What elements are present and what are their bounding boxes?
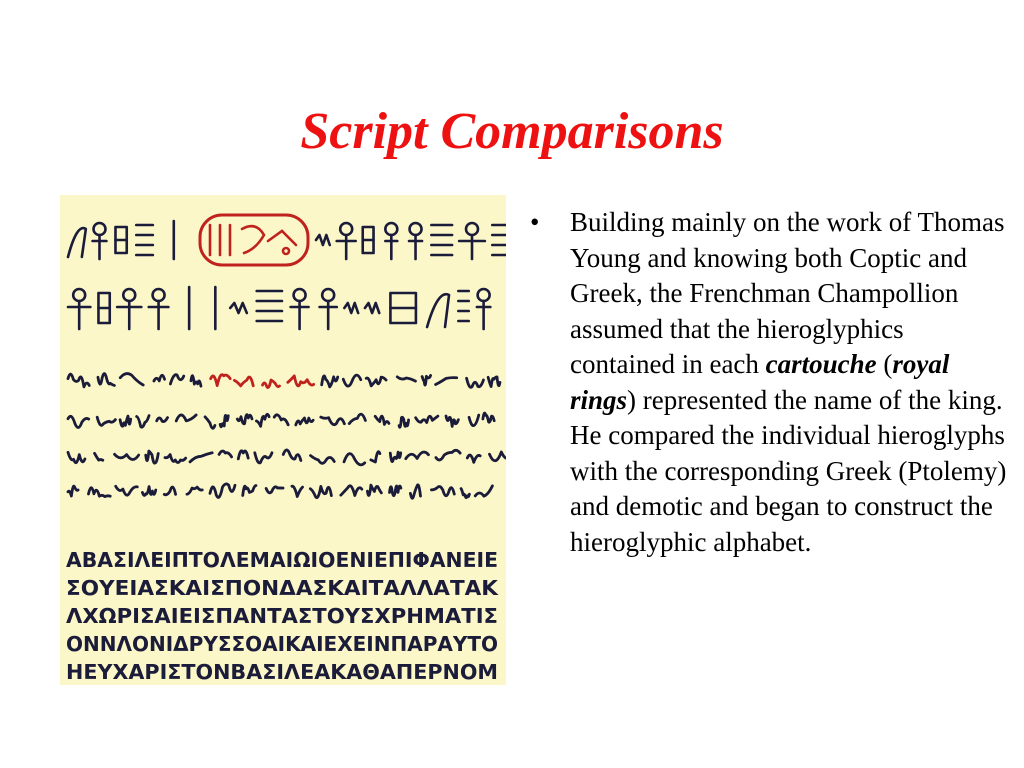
demotic-sign xyxy=(266,487,283,493)
greek-script-band xyxy=(66,548,500,684)
bullet-item xyxy=(530,205,1008,560)
demotic-sign xyxy=(461,489,469,498)
demotic-sign xyxy=(176,415,196,421)
demotic-sign xyxy=(170,375,183,384)
hieroglyph xyxy=(93,223,107,259)
demotic-sign xyxy=(422,375,430,385)
demotic-sign xyxy=(488,377,500,387)
hieroglyph xyxy=(431,225,452,255)
demotic-sign xyxy=(292,486,303,496)
demotic-sign xyxy=(95,453,103,460)
demotic-sign xyxy=(187,487,202,494)
demotic-sign xyxy=(321,417,345,425)
demotic-sign xyxy=(157,418,168,422)
demotic-sign xyxy=(349,414,365,423)
demotic-sign xyxy=(154,375,165,381)
rosetta-stone-script-image xyxy=(60,195,506,685)
demotic-sign xyxy=(375,416,389,424)
hieroglyph xyxy=(492,225,506,255)
hieroglyph xyxy=(365,303,379,313)
hieroglyph xyxy=(458,291,468,321)
hieroglyph xyxy=(409,223,422,259)
hieroglyph xyxy=(427,294,449,327)
greek-line: ΗΕΥΧΑΡΙΣΤΟΝΒΑΣΙΛΕΑΚΑΘΑΠΕΡΝΟΜ xyxy=(66,660,498,684)
script-comparison-figure xyxy=(60,195,506,685)
hieroglyph xyxy=(363,227,374,253)
emphasis-royal-rings: royal rings xyxy=(570,349,950,415)
demotic-sign xyxy=(343,375,360,386)
bullet-text-part-2: ( xyxy=(876,349,893,379)
demotic-sign xyxy=(238,451,248,459)
hieroglyph xyxy=(477,289,490,329)
hieroglyph xyxy=(98,293,109,323)
demotic-sign xyxy=(436,378,457,385)
demotic-sign xyxy=(389,486,400,496)
demotic-sign xyxy=(165,455,186,463)
demotic-sign xyxy=(68,452,85,462)
hieroglyph xyxy=(291,289,309,329)
greek-line: ΑΒΑΣΙΛΕΙΠΤΟΛΕΜΑΙΩΙΟΕΝΙΕΠΙΦΑΝΕΙΕ xyxy=(66,548,499,572)
demotic-script-band xyxy=(68,374,506,499)
demotic-sign xyxy=(410,485,420,498)
demotic-sign xyxy=(371,452,380,462)
demotic-sign xyxy=(431,487,454,496)
emphasis-cartouche: cartouche xyxy=(765,349,877,379)
bullet-text-part-3: ) represented the name of the king. He compared the individual hieroglyphs with the corresponding Greek (Ptolemy) and demotic and began to construct the hieroglyphic alphabet. xyxy=(570,384,1007,557)
bullet-marker: • xyxy=(530,207,540,237)
demotic-sign xyxy=(234,377,253,386)
greek-line: ΣΟΥΕΙΑΣΚΑΙΣΠΟΝΔΑΣΚΑΙΤΑΛΛΑΤΑΚ xyxy=(66,576,500,600)
bullet-text-part-1: Building mainly on the work of Thomas Young and knowing both Coptic and Greek, the Frenchman Champollion assumed that the hieroglyphics contained in each xyxy=(570,207,1005,379)
demotic-sign xyxy=(115,454,139,459)
demotic-sign xyxy=(406,452,429,459)
demotic-sign xyxy=(446,416,458,426)
demotic-sign xyxy=(322,376,338,387)
cartouche-icon xyxy=(200,215,308,265)
hieroglyph xyxy=(459,223,485,259)
demotic-sign xyxy=(366,377,386,386)
hieroglyph xyxy=(149,289,169,329)
demotic-sign xyxy=(367,485,381,495)
demotic-sign xyxy=(390,452,400,461)
hieroglyph xyxy=(337,223,356,259)
slide-title: Script Comparisons xyxy=(300,103,724,160)
demotic-sign xyxy=(489,452,506,461)
demotic-sign xyxy=(142,487,155,496)
demotic-sign xyxy=(146,451,158,463)
hieroglyph xyxy=(115,227,126,253)
hieroglyph xyxy=(68,228,86,257)
demotic-sign xyxy=(263,380,280,388)
demotic-sign xyxy=(283,450,301,460)
demotic-sign xyxy=(120,416,131,426)
demotic-sign xyxy=(68,486,78,496)
demotic-sign xyxy=(483,413,494,422)
demotic-sign xyxy=(475,486,492,496)
demotic-sign xyxy=(68,416,89,427)
demotic-sign xyxy=(256,414,269,426)
hieroglyph xyxy=(68,289,90,329)
hieroglyph xyxy=(230,303,247,313)
demotic-sign xyxy=(399,417,409,427)
demotic-sign xyxy=(310,486,331,497)
demotic-sign xyxy=(116,486,138,495)
hieroglyph xyxy=(385,223,397,259)
demotic-sign xyxy=(255,453,272,463)
demotic-sign xyxy=(288,376,314,386)
greek-line: ΟΝΝΛΟΝΙΔΡΥΣΣΟΑΙΚΑΙΕΧΕΙΝΠΑΡΑΥΤΟ xyxy=(66,632,498,656)
hieroglyph xyxy=(136,225,153,255)
demotic-sign xyxy=(467,378,484,387)
demotic-sign xyxy=(436,450,460,460)
demotic-sign xyxy=(211,375,231,386)
demotic-sign xyxy=(467,455,480,462)
demotic-sign xyxy=(191,376,201,386)
demotic-sign xyxy=(210,484,235,497)
demotic-sign xyxy=(190,453,212,462)
hieroglyph xyxy=(390,293,415,323)
demotic-sign xyxy=(341,486,362,496)
hieroglyph xyxy=(117,289,141,329)
demotic-sign xyxy=(97,417,115,425)
demotic-sign xyxy=(219,451,232,457)
demotic-sign xyxy=(344,454,365,465)
demotic-sign xyxy=(311,456,335,464)
demotic-sign xyxy=(243,486,256,496)
greek-line: ΛΧΩΡΙΣΑΙΕΙΣΠΑΝΤΑΣΤΟΥΣΧΡΗΜΑΤΙΣ xyxy=(66,604,498,628)
hieroglyph xyxy=(316,235,330,245)
hieroglyph xyxy=(320,289,337,329)
demotic-sign xyxy=(274,415,288,425)
demotic-sign xyxy=(98,374,114,386)
demotic-sign xyxy=(120,374,143,385)
bullet-list xyxy=(530,205,1008,560)
demotic-sign xyxy=(469,415,479,426)
demotic-sign xyxy=(88,488,110,497)
demotic-sign xyxy=(68,374,89,387)
demotic-sign xyxy=(205,417,215,428)
demotic-sign xyxy=(164,487,175,495)
demotic-sign xyxy=(237,415,252,424)
demotic-sign xyxy=(137,416,149,428)
demotic-sign xyxy=(220,415,228,426)
bullet-text xyxy=(570,205,1008,560)
demotic-sign xyxy=(416,416,438,422)
demotic-sign xyxy=(296,418,313,425)
hieroglyph xyxy=(344,303,358,313)
hieroglyph xyxy=(257,291,282,321)
demotic-sign xyxy=(397,377,415,381)
